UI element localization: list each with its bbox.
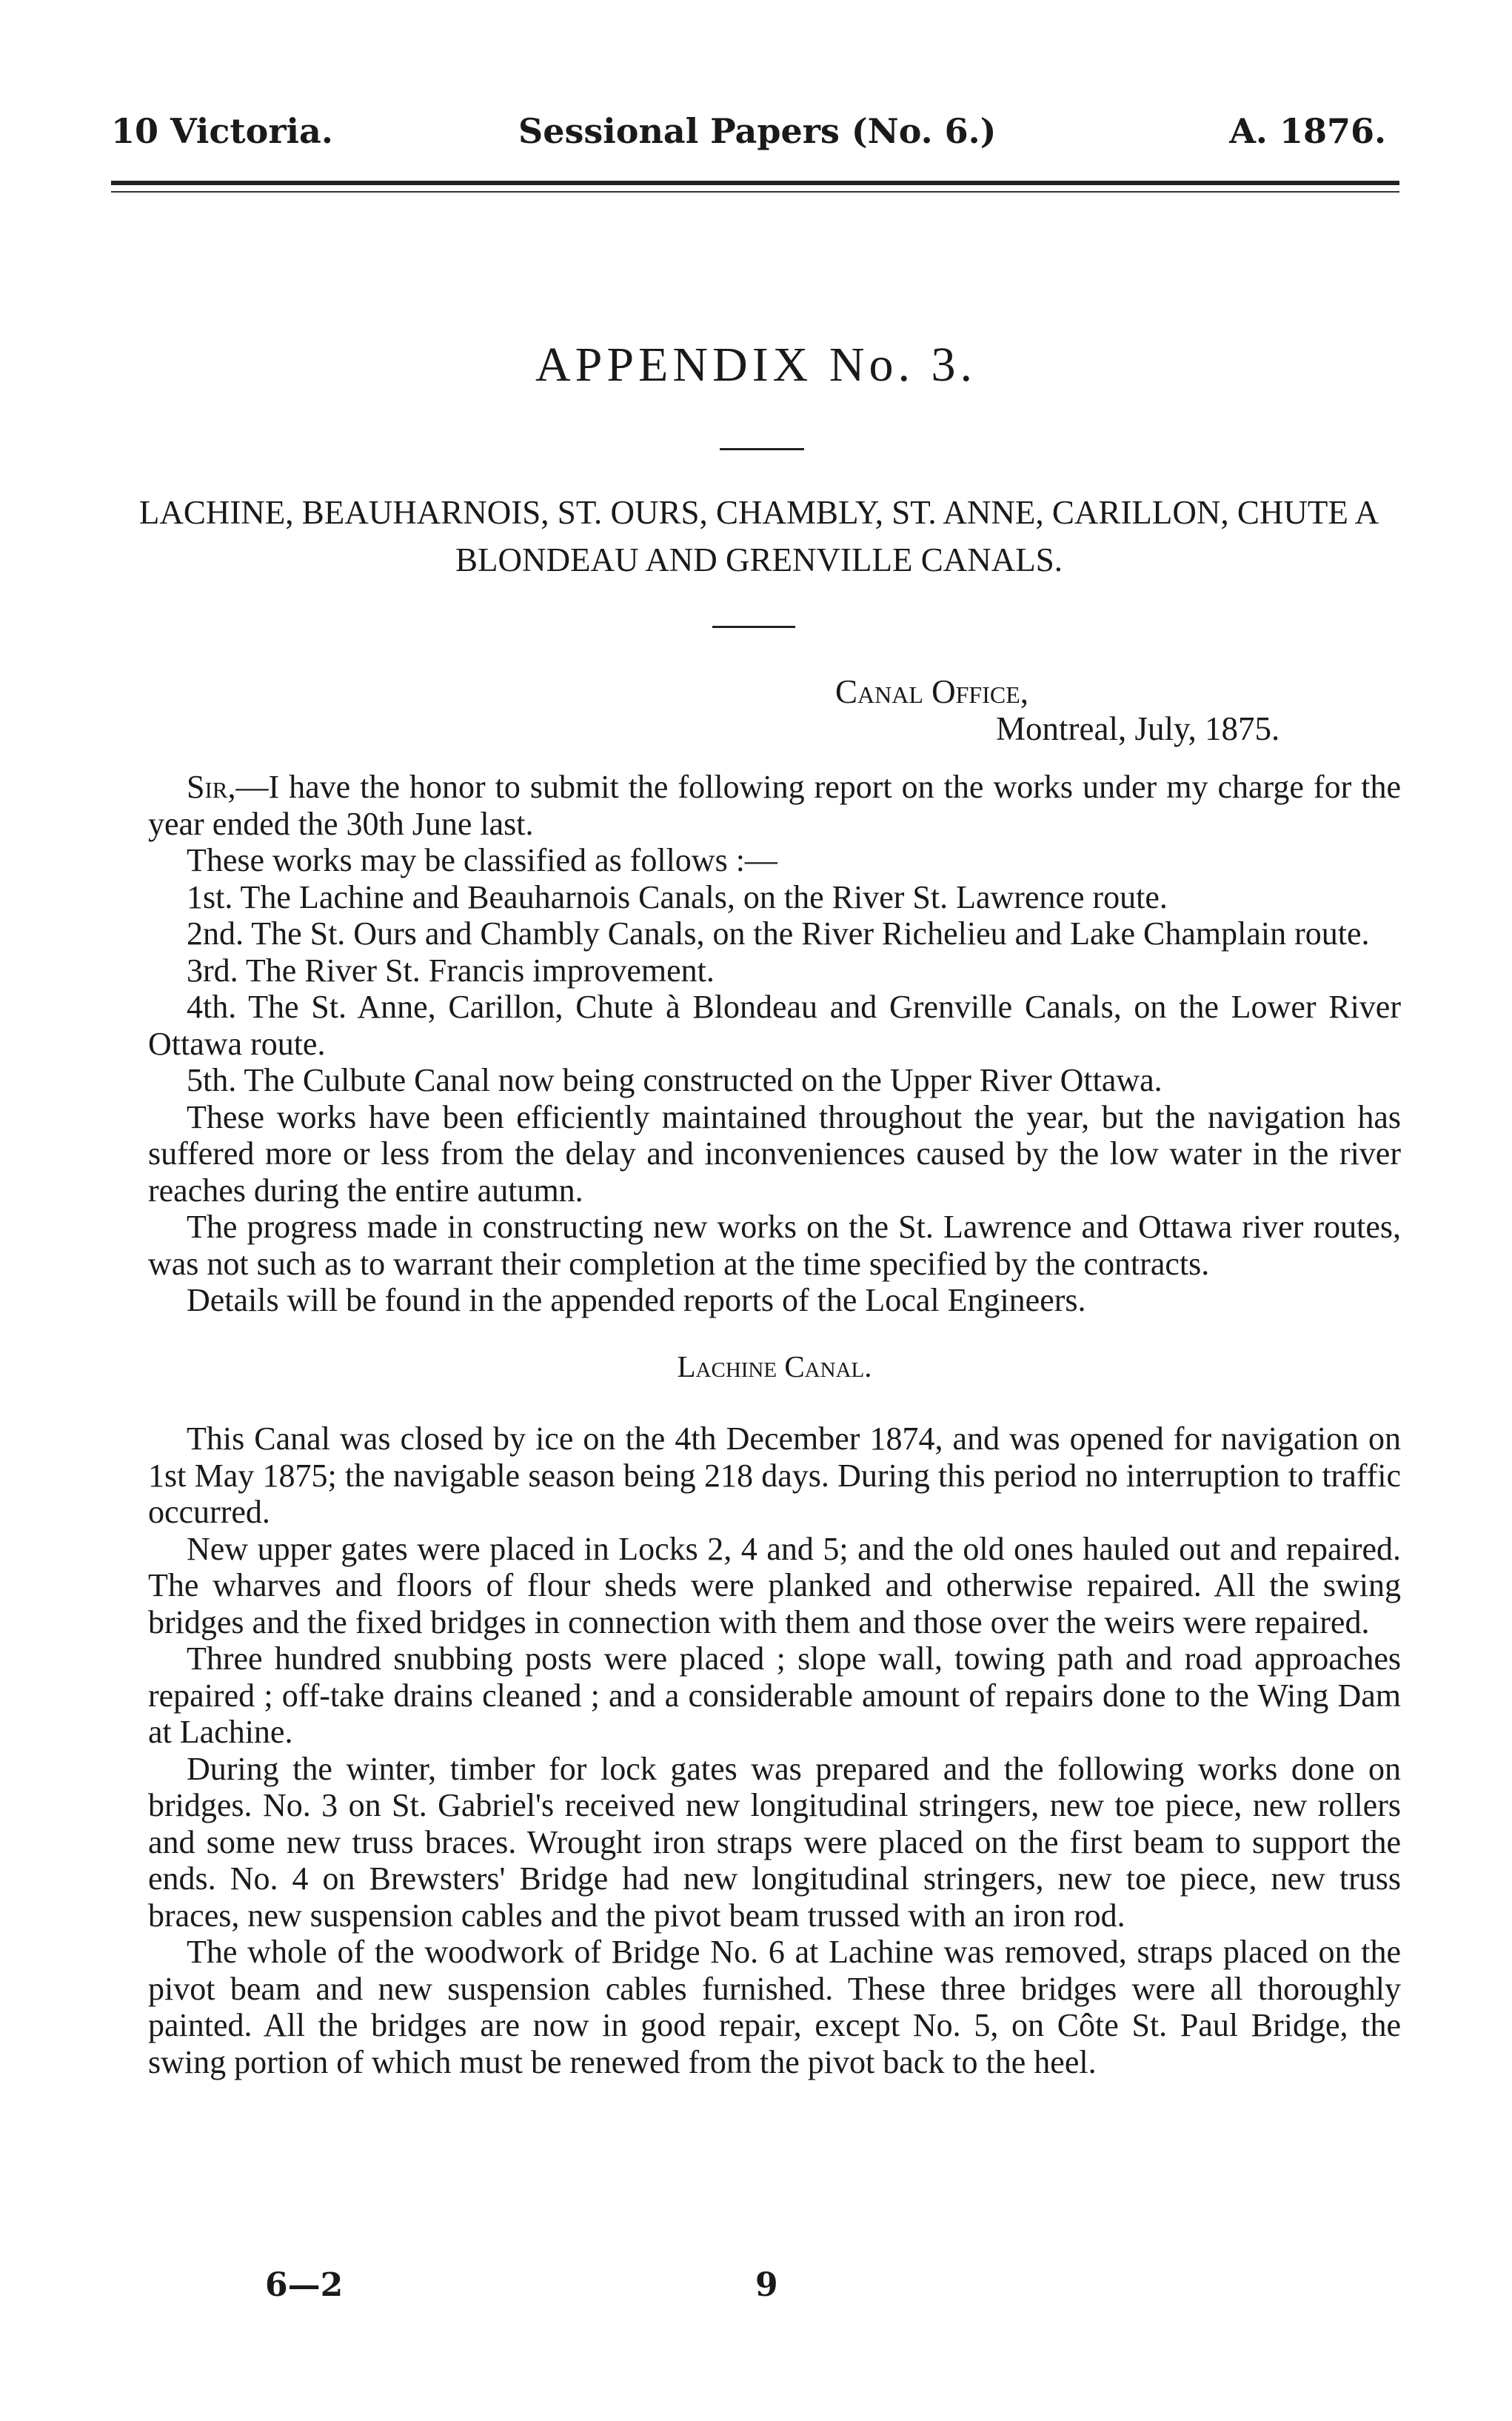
heading-divider bbox=[712, 626, 795, 628]
dateline-office: Canal Office, bbox=[835, 673, 1029, 710]
salutation: Sir, bbox=[187, 769, 236, 805]
report-body bbox=[148, 769, 1401, 2080]
paragraph: Details will be found in the appended reports of the Local Engineers. bbox=[187, 1282, 1086, 1318]
paragraph: During the winter, timber for lock gates was prepared and the following works done on bridges. No. 3 on St. Gabriel's received new longitudinal stringers, new toe piece, new rollers and some new truss braces. Wrought iron straps were placed on the first beam to support the ends. No. 4 on Brewsters' Bridge had new longitudinal stringers, new toe piece, new truss braces, new suspension cables and the pivot beam trussed with an iron rod. bbox=[148, 1750, 1401, 1934]
canals-heading: LACHINE, BEAUHARNOIS, ST. OURS, CHAMBLY, ST. ANNE, CARILLON, CHUTE A BLONDEAU AND GRENVILLE CANALS. bbox=[138, 494, 1379, 578]
paragraph: The progress made in constructing new works on the St. Lawrence and Ottawa river routes, was not such as to warrant their completion at the time specified by the contracts. bbox=[148, 1209, 1401, 1282]
appendix-title: APPENDIX No. 3. bbox=[535, 338, 977, 392]
section-heading: Lachine Canal. bbox=[677, 1349, 872, 1383]
paragraph: This Canal was closed by ice on the 4th December 1874, and was opened for navigation on 1st May 1875; the navigable season being 218 days. During this period no interruption to traffic occurred. bbox=[148, 1420, 1401, 1530]
running-head bbox=[111, 111, 1401, 163]
title-divider bbox=[720, 448, 804, 450]
header-sessional-papers: Sessional Papers (No. 6.) bbox=[518, 111, 997, 151]
paragraph: Three hundred snubbing posts were placed ; slope wall, towing path and road approaches repaired ; off-take drains cleaned ; and a considerable amount of repairs done to the Wing Dam at Lachine. bbox=[148, 1640, 1401, 1750]
paragraph: The whole of the woodwork of Bridge No. 6 at Lachine was removed, straps placed on the pivot beam and new suspension cables furnished. These three bridges were all thoroughly painted. All the bridges are now in good repair, except No. 5, on Côte St. Paul Bridge, the swing portion of which must be renewed from the pivot back to the heel. bbox=[148, 1934, 1401, 2080]
header-rule-thick bbox=[111, 181, 1399, 185]
header-rule-thin bbox=[111, 191, 1399, 193]
paragraph: 5th. The Culbute Canal now being constructed on the Upper River Ottawa. bbox=[187, 1062, 1163, 1098]
paragraph: These works have been efficiently maintained throughout the year, but the navigation has suffered more or less from the delay and inconveniences caused by the low water in the river reaches during the entire autumn. bbox=[148, 1098, 1401, 1209]
paragraph: 2nd. The St. Ours and Chambly Canals, on the River Richelieu and Lake Champlain route. bbox=[187, 915, 1370, 952]
header-year: A. 1876. bbox=[1229, 111, 1386, 151]
paragraph: 3rd. The River St. Francis improvement. bbox=[187, 952, 715, 989]
dateline-place-date: Montreal, July, 1875. bbox=[996, 710, 1280, 747]
paragraph: 1st. The Lachine and Beauharnois Canals, on the River St. Lawrence route. bbox=[187, 878, 1168, 915]
paragraph: New upper gates were placed in Locks 2, 4 and 5; and the old ones hauled out and repaired. The wharves and floors of flour sheds were planked and otherwise repaired. All the swing bridges and the fixed bridges in connection with them and those over the weirs were repaired. bbox=[148, 1530, 1401, 1640]
page-number: 9 bbox=[755, 2266, 778, 2304]
paragraph bbox=[148, 769, 1401, 842]
header-volume: 10 Victoria. bbox=[111, 111, 333, 151]
paragraph: 4th. The St. Anne, Carillon, Chute à Blondeau and Grenville Canals, on the Lower River Ottawa route. bbox=[148, 989, 1401, 1062]
paragraph-text: —I have the honor to submit the following report on the works under my charge for the year ended the 30th June last. bbox=[148, 769, 1401, 842]
signature-mark: 6—2 bbox=[265, 2266, 344, 2304]
paragraph: These works may be classified as follows :— bbox=[187, 842, 777, 878]
